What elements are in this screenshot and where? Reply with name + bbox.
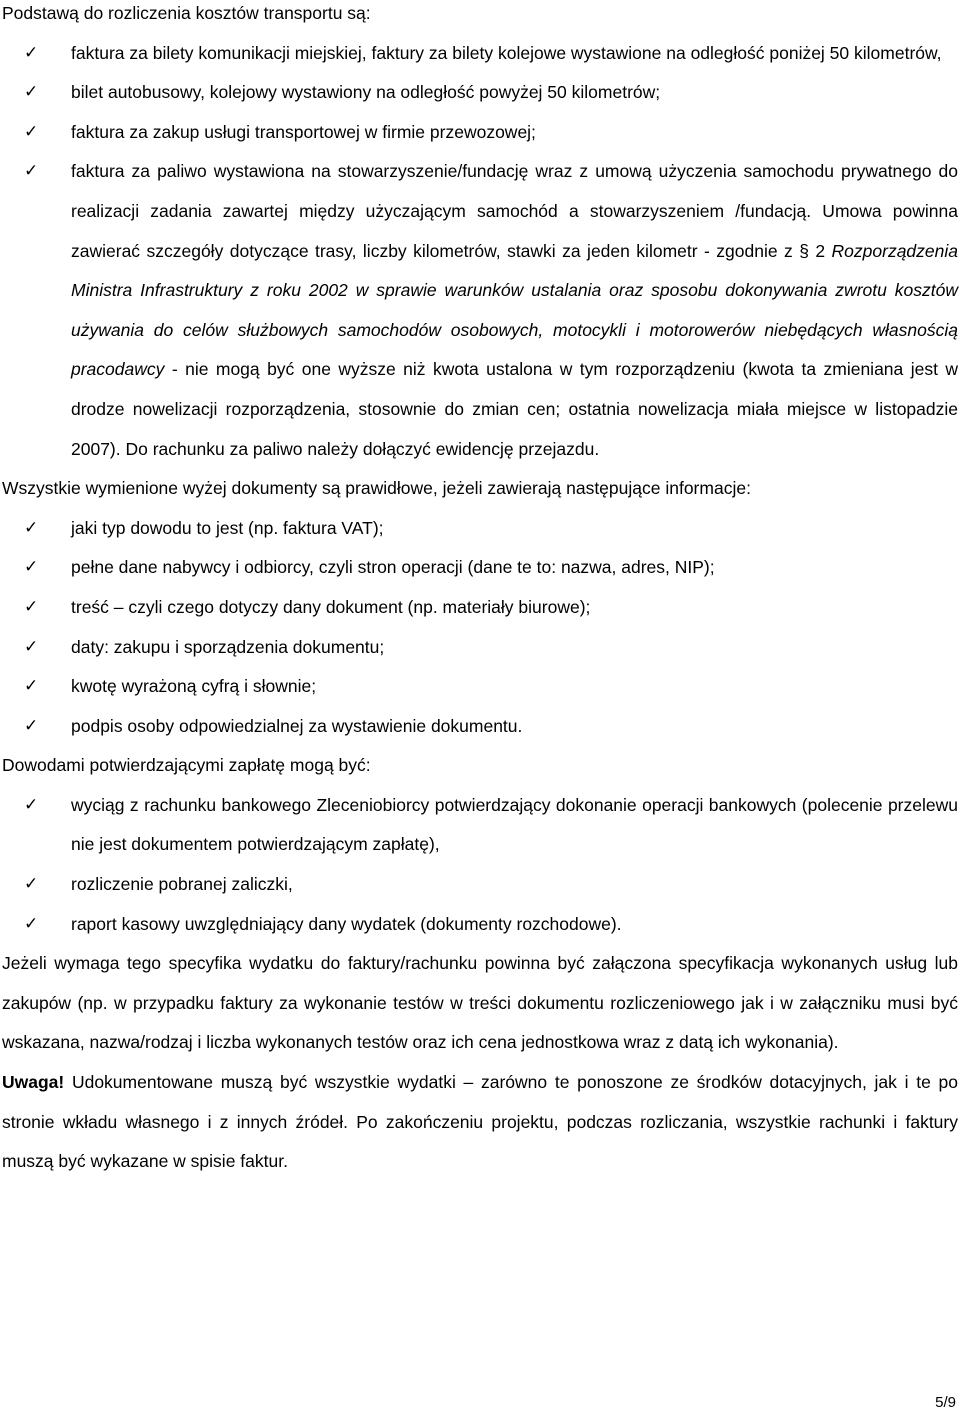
list-item: ✓ pełne dane nabywcy i odbiorcy, czyli stron operacji (dane te to: nazwa, adres, NIP); — [2, 548, 958, 588]
list-item-fuel: ✓ faktura za paliwo wystawiona na stowarzyszenie/fundację wraz z umową użyczenia samochodu prywatnego do realizacji zadania zawartej między użyczającym samochód a stowarzyszeniem /fundacją. Umowa powinna zawierać szczegóły dotyczące trasy, liczby kilometrów, stawki za jeden kilometr - zgodnie z § 2 Rozporządzenia Ministra Infrastruktury z roku 2002 w sprawie warunków ustalania oraz sposobu dokonywania zwrotu kosztów używania do celów służbowych samochodów osobowych, motocykli i motorowerów niebędących własnością pracodawcy - nie mogą być one wyższe niż kwota ustalona w tym rozporządzeniu (kwota ta zmieniana jest w drodze nowelizacji rozporządzenia, stosownie do zmian cen; ostatnia nowelizacja miała miejsce w listopadzie 2007). Do rachunku za paliwo należy dołączyć ewidencję przejazdu. — [2, 152, 958, 469]
warning-text: Udokumentowane muszą być wszystkie wydatki – zarówno te ponoszone ze środków dotacyjnych, jak i te po stronie wkładu własnego i z innych źródeł. Po zakończeniu projektu, podczas rozliczania, wszystkie rachunki i faktury muszą być wykazane w spisie faktur. — [2, 1072, 958, 1172]
checkmark-icon: ✓ — [24, 121, 39, 142]
checkmark-icon: ✓ — [24, 676, 39, 697]
warning-label: Uwaga! — [2, 1072, 65, 1093]
page-number: 5/9 — [935, 1394, 956, 1411]
list-item: ✓ bilet autobusowy, kolejowy wystawiony na odległość powyżej 50 kilometrów; — [2, 73, 958, 113]
checkmark-icon: ✓ — [24, 913, 39, 934]
payment-intro: Dowodami potwierdzającymi zapłatę mogą być: — [2, 755, 371, 776]
checkmark-icon: ✓ — [24, 794, 39, 815]
list-item: ✓ jaki typ dowodu to jest (np. faktura VAT); — [2, 509, 958, 549]
list-item: ✓ rozliczenie pobranej zaliczki, — [2, 865, 958, 905]
list-item: ✓ treść – czyli czego dotyczy dany dokument (np. materiały biurowe); — [2, 588, 958, 628]
documents-list — [2, 509, 958, 747]
list-item: ✓ podpis osoby odpowiedzialnej za wystawienie dokumentu. — [2, 707, 958, 747]
list-item: ✓ kwotę wyrażoną cyfrą i słownie; — [2, 667, 958, 707]
list-item: ✓ daty: zakupu i sporządzenia dokumentu; — [2, 628, 958, 668]
checkmark-icon: ✓ — [24, 161, 39, 182]
checkmark-icon: ✓ — [24, 874, 39, 895]
checkmark-icon: ✓ — [24, 557, 39, 578]
list-item: ✓ faktura za bilety komunikacji miejskiej, faktury za bilety kolejowe wystawione na odległość poniżej 50 kilometrów, — [2, 34, 958, 74]
list-item: ✓ wyciąg z rachunku bankowego Zleceniobiorcy potwierdzający dokonanie operacji bankowych (polecenie przelewu nie jest dokumentem potwierdzającym zapłatę), — [2, 786, 958, 865]
regulation-title: Rozporządzenia Ministra Infrastruktury z roku 2002 w sprawie warunków ustalania oraz sposobu dokonywania zwrotu kosztów używania do celów służbowych samochodów osobowych, motocykli i motorowerów niebędących własnością pracodawcy — [71, 240, 958, 380]
list-item: ✓ raport kasowy uwzględniający dany wydatek (dokumenty rozchodowe). — [2, 905, 958, 945]
list-item: ✓ faktura za zakup usługi transportowej w firmie przewozowej; — [2, 113, 958, 153]
specification-paragraph: Jeżeli wymaga tego specyfika wydatku do faktury/rachunku powinna być załączona specyfikacja wykonanych usług lub zakupów (np. w przypadku faktury za wykonanie testów w treści dokumentu rozliczeniowego jak i w załączniku musi być wskazana, nazwa/rodzaj i liczba wykonanych testów oraz ich cena jednostkowa wraz z datą ich wykonania). — [2, 953, 958, 1053]
checkmark-icon: ✓ — [24, 596, 39, 617]
checkmark-icon: ✓ — [24, 636, 39, 657]
warning-paragraph — [2, 1063, 958, 1182]
checkmark-icon: ✓ — [24, 82, 39, 103]
documents-intro: Wszystkie wymienione wyżej dokumenty są prawidłowe, jeżeli zawierają następujące informacje: — [2, 478, 751, 499]
transport-list — [2, 34, 958, 470]
transport-intro: Podstawą do rozliczenia kosztów transportu są: — [2, 3, 371, 23]
checkmark-icon: ✓ — [24, 517, 39, 538]
checkmark-icon: ✓ — [24, 42, 39, 63]
checkmark-icon: ✓ — [24, 715, 39, 736]
payment-list — [2, 786, 958, 944]
